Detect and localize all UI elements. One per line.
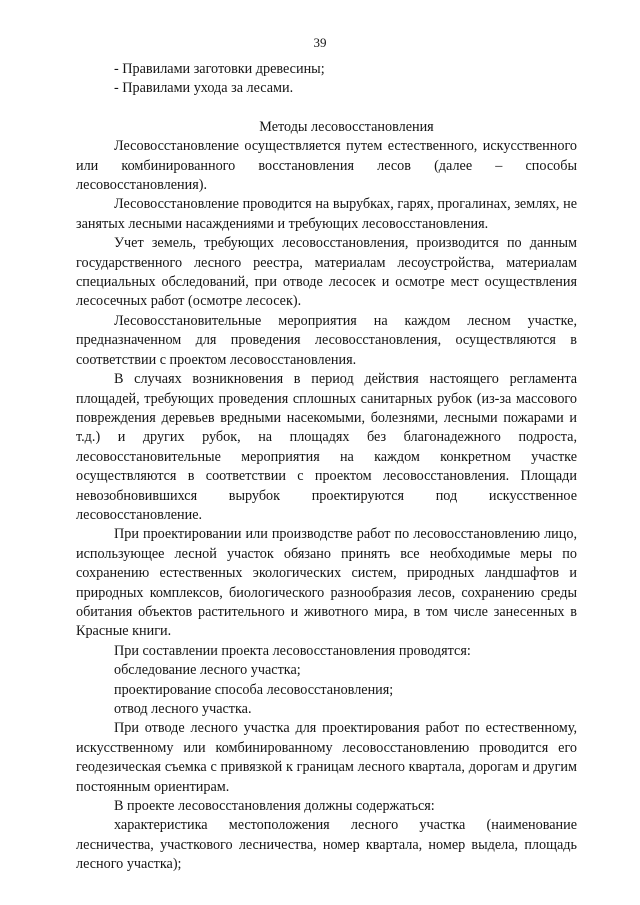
paragraph-plot-characteristics: характеристика местоположения лесного участка (наименование лесничества, участкового лесничества, номер квартала, номер выдела, площадь лесного участка); [76,817,577,873]
paragraph-sanitary-felling: В случаях возникновения в период действия настоящего регламента площадей, требующих проведения сплошных санитарных рубок (из-за массового повреждения деревьев вредными насекомыми, болезнями, лесными пожарами и т.д.) и других рубок, на площадях без благонадежного подроста, лесовосстановительные мероприятия на каждом конкретном участке осуществляются в соответствии с проектом лесовосстановления. Площади невозобновившихся вырубок проектируются под искусственное лесовосстановление. [76,371,577,523]
paragraph-measures-project: Лесовосстановительные мероприятия на каждом лесном участке, предназначенном для проведения лесовосстановления, осуществляются в соответствии с проектом лесовосстановления. [76,312,577,368]
list-item-harvesting-rules: - Правилами заготовки древесины; [114,61,325,77]
paragraph-land-accounting: Учет земель, требующих лесовосстановления, производится по данным государственного лесного реестра, материалам лесоустройства, материалам специальных обследований, при отводе лесосек и осмотре мест осуществления лесосечных работ (осмотре лесосек). [76,235,577,310]
paragraph-where-performed: Лесовосстановление проводится на вырубках, гарях, прогалинах, землях, не занятых лесными насаждениями и требующих лесовосстановления. [76,196,577,232]
page-body [76,60,577,875]
paragraph-geodetic-survey: При отводе лесного участка для проектирования работ по естественному, искусственному или комбинированному лесовосстановлению проводится его геодезическая съемка с привязкой к границам лесного квартала, дорогам и другим постоянным ориентирам. [76,720,577,795]
list-item-method-design: проектирование способа лесовосстановления; [114,681,394,698]
paragraph-conservation-duties: При проектировании или производстве работ по лесовосстановлению лицо, использующее лесной участок обязано принять все необходимые меры по сохранению естественных экологических систем, природных ландшафтов и природных комплексов, биологического разнообразия лесов, сохранению среды обитания объектов растительного и животного мира, в том числе занесенных в Красные книги. [76,526,577,640]
paragraph-project-contents-intro: В проекте лесовосстановления должны содержаться: [114,798,435,815]
page-number: 39 [313,35,327,50]
section-title: Методы лесовосстановления [259,118,434,135]
spacer [76,99,577,118]
list-item-plot-allocation: отвод лесного участка. [114,701,252,717]
paragraph-project-steps-intro: При составлении проекта лесовосстановления проводятся: [114,642,471,659]
paragraph-methods: Лесовосстановление осуществляется путем естественного, искусственного или комбинированного восстановления лесов (далее – способы лесовосстановления). [76,138,577,194]
list-item-survey: обследование лесного участка; [114,662,301,679]
list-item-care-rules: - Правилами ухода за лесами. [114,80,294,97]
